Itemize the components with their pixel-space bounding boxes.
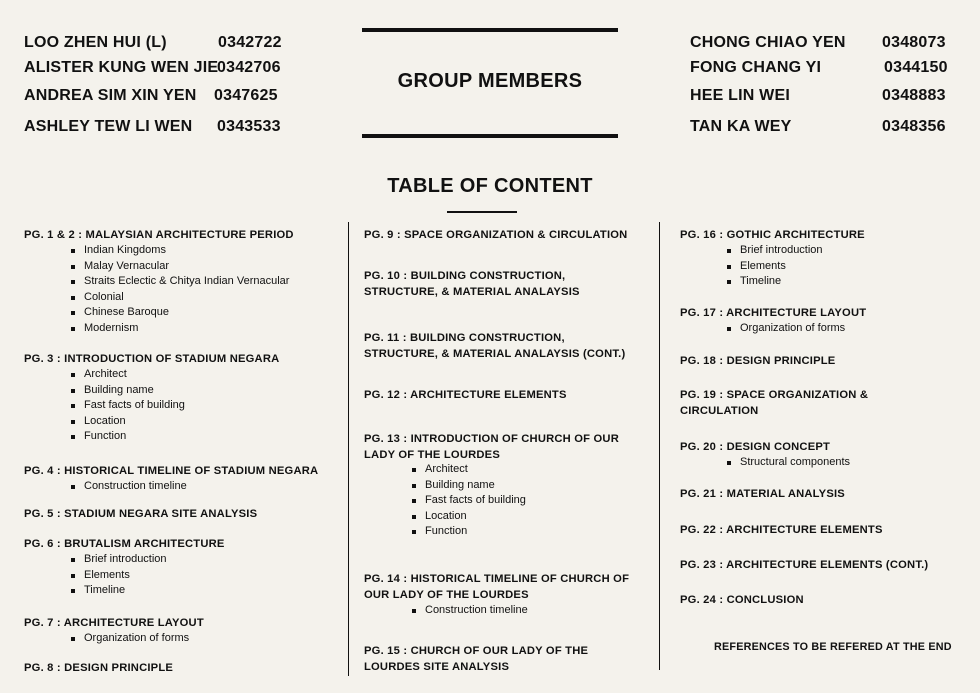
references-note: REFERENCES TO BE REFERED AT THE END	[714, 641, 952, 653]
member-name: HEE LIN WEI	[690, 87, 790, 104]
toc-subitem: Timeline	[70, 583, 167, 599]
toc-sublist	[726, 455, 850, 471]
toc-entry-title: PG. 24 : CONCLUSION	[680, 594, 804, 606]
toc-subitem: Elements	[70, 568, 167, 584]
toc-subitem: Construction timeline	[411, 603, 528, 619]
toc-entry-title: PG. 23 : ARCHITECTURE ELEMENTS (CONT.)	[680, 559, 929, 571]
toc-sublist	[411, 603, 528, 619]
toc-entry-title: PG. 3 : INTRODUCTION OF STADIUM NEGARA	[24, 353, 280, 365]
toc-subitem: Architect	[411, 462, 526, 478]
member-name: LOO ZHEN HUI (L)	[24, 34, 167, 51]
toc-sublist	[70, 367, 185, 445]
toc-entry-title: PG. 20 : DESIGN CONCEPT	[680, 441, 831, 453]
toc-sublist	[70, 631, 189, 647]
toc-sublist	[411, 462, 526, 540]
toc-entry-title: PG. 16 : GOTHIC ARCHITECTURE	[680, 229, 865, 241]
top-rule	[362, 28, 618, 32]
toc-entry-title	[364, 268, 580, 300]
toc-entry-title: PG. 8 : DESIGN PRINCIPLE	[24, 662, 174, 674]
toc-subitem: Brief introduction	[70, 552, 167, 568]
toc-subitem: Structural components	[726, 455, 850, 471]
toc-subitem: Colonial	[70, 290, 289, 306]
toc-entry-line: PG. 13 : INTRODUCTION OF CHURCH OF OUR	[364, 433, 619, 445]
toc-subitem: Function	[70, 429, 185, 445]
toc-subitem: Architect	[70, 367, 185, 383]
member-id: 0347625	[214, 87, 278, 104]
toc-subitem: Location	[70, 414, 185, 430]
toc-subitem: Organization of forms	[70, 631, 189, 647]
toc-entry-title: PG. 12 : ARCHITECTURE ELEMENTS	[364, 389, 567, 401]
toc-entry-line: CIRCULATION	[680, 405, 759, 417]
toc-entry-title: PG. 4 : HISTORICAL TIMELINE OF STADIUM NEGARA	[24, 465, 319, 477]
toc-entry-title: PG. 21 : MATERIAL ANALYSIS	[680, 488, 845, 500]
toc-sublist	[726, 243, 823, 290]
bottom-rule	[362, 134, 618, 138]
toc-subitem: Fast facts of building	[70, 398, 185, 414]
toc-title: TABLE OF CONTENT	[387, 175, 593, 197]
member-id: 0342722	[218, 34, 282, 51]
toc-sublist	[70, 243, 289, 337]
column-divider	[659, 222, 660, 670]
toc-sublist	[70, 479, 187, 495]
toc-subitem: Building name	[70, 383, 185, 399]
toc-entry-title	[680, 387, 868, 419]
toc-subitem: Construction timeline	[70, 479, 187, 495]
member-name: CHONG CHIAO YEN	[690, 34, 846, 51]
toc-entry-title: PG. 5 : STADIUM NEGARA SITE ANALYSIS	[24, 508, 258, 520]
toc-entry-title	[364, 431, 619, 463]
toc-entry-line: LOURDES SITE ANALYSIS	[364, 661, 510, 673]
toc-entry-title: PG. 7 : ARCHITECTURE LAYOUT	[24, 617, 204, 629]
toc-subitem: Location	[411, 509, 526, 525]
toc-entry-title: PG. 9 : SPACE ORGANIZATION & CIRCULATION	[364, 229, 628, 241]
member-id: 0342706	[217, 59, 281, 76]
member-id: 0343533	[217, 118, 281, 135]
toc-subitem: Elements	[726, 259, 823, 275]
toc-entry-title	[364, 330, 625, 362]
toc-sublist	[70, 552, 167, 599]
toc-underline	[447, 211, 517, 213]
toc-entry-line: PG. 11 : BUILDING CONSTRUCTION,	[364, 332, 565, 344]
toc-entry-line: STRUCTURE, & MATERIAL ANALAYSIS (CONT.)	[364, 348, 626, 360]
toc-subitem: Timeline	[726, 274, 823, 290]
toc-subitem: Building name	[411, 478, 526, 494]
member-name: ALISTER KUNG WEN JIE	[24, 59, 219, 76]
member-id: 0344150	[884, 59, 948, 76]
toc-entry-title	[364, 643, 588, 675]
toc-subitem: Chinese Baroque	[70, 305, 289, 321]
member-name: ANDREA SIM XIN YEN	[24, 87, 197, 104]
toc-subitem: Function	[411, 524, 526, 540]
toc-entry-title: PG. 6 : BRUTALISM ARCHITECTURE	[24, 538, 225, 550]
toc-subitem: Straits Eclectic & Chitya Indian Vernacular	[70, 274, 289, 290]
toc-entry-title: PG. 22 : ARCHITECTURE ELEMENTS	[680, 524, 883, 536]
toc-subitem: Brief introduction	[726, 243, 823, 259]
toc-subitem: Indian Kingdoms	[70, 243, 289, 259]
toc-entry-line: OUR LADY OF THE LOURDES	[364, 589, 529, 601]
toc-subitem: Fast facts of building	[411, 493, 526, 509]
toc-entry-line: PG. 10 : BUILDING CONSTRUCTION,	[364, 270, 566, 282]
toc-entry-title: PG. 1 & 2 : MALAYSIAN ARCHITECTURE PERIOD	[24, 229, 294, 241]
toc-sublist	[726, 321, 845, 337]
toc-entry-title: PG. 18 : DESIGN PRINCIPLE	[680, 355, 836, 367]
toc-entry-line: PG. 15 : CHURCH OF OUR LADY OF THE	[364, 645, 589, 657]
member-id: 0348356	[882, 118, 946, 135]
member-id: 0348073	[882, 34, 946, 51]
toc-subitem: Modernism	[70, 321, 289, 337]
member-id: 0348883	[882, 87, 946, 104]
toc-entry-title	[364, 571, 629, 603]
toc-entry-line: STRUCTURE, & MATERIAL ANALAYSIS	[364, 286, 580, 298]
toc-entry-title: PG. 17 : ARCHITECTURE LAYOUT	[680, 307, 867, 319]
group-members-title: GROUP MEMBERS	[397, 70, 583, 92]
member-name: TAN KA WEY	[690, 118, 792, 135]
member-name: ASHLEY TEW LI WEN	[24, 118, 193, 135]
column-divider	[348, 222, 349, 676]
toc-entry-line: PG. 14 : HISTORICAL TIMELINE OF CHURCH OF	[364, 573, 630, 585]
toc-subitem: Organization of forms	[726, 321, 845, 337]
toc-subitem: Malay Vernacular	[70, 259, 289, 275]
toc-entry-line: LADY OF THE LOURDES	[364, 449, 500, 461]
member-name: FONG CHANG YI	[690, 59, 822, 76]
toc-entry-line: PG. 19 : SPACE ORGANIZATION &	[680, 389, 869, 401]
